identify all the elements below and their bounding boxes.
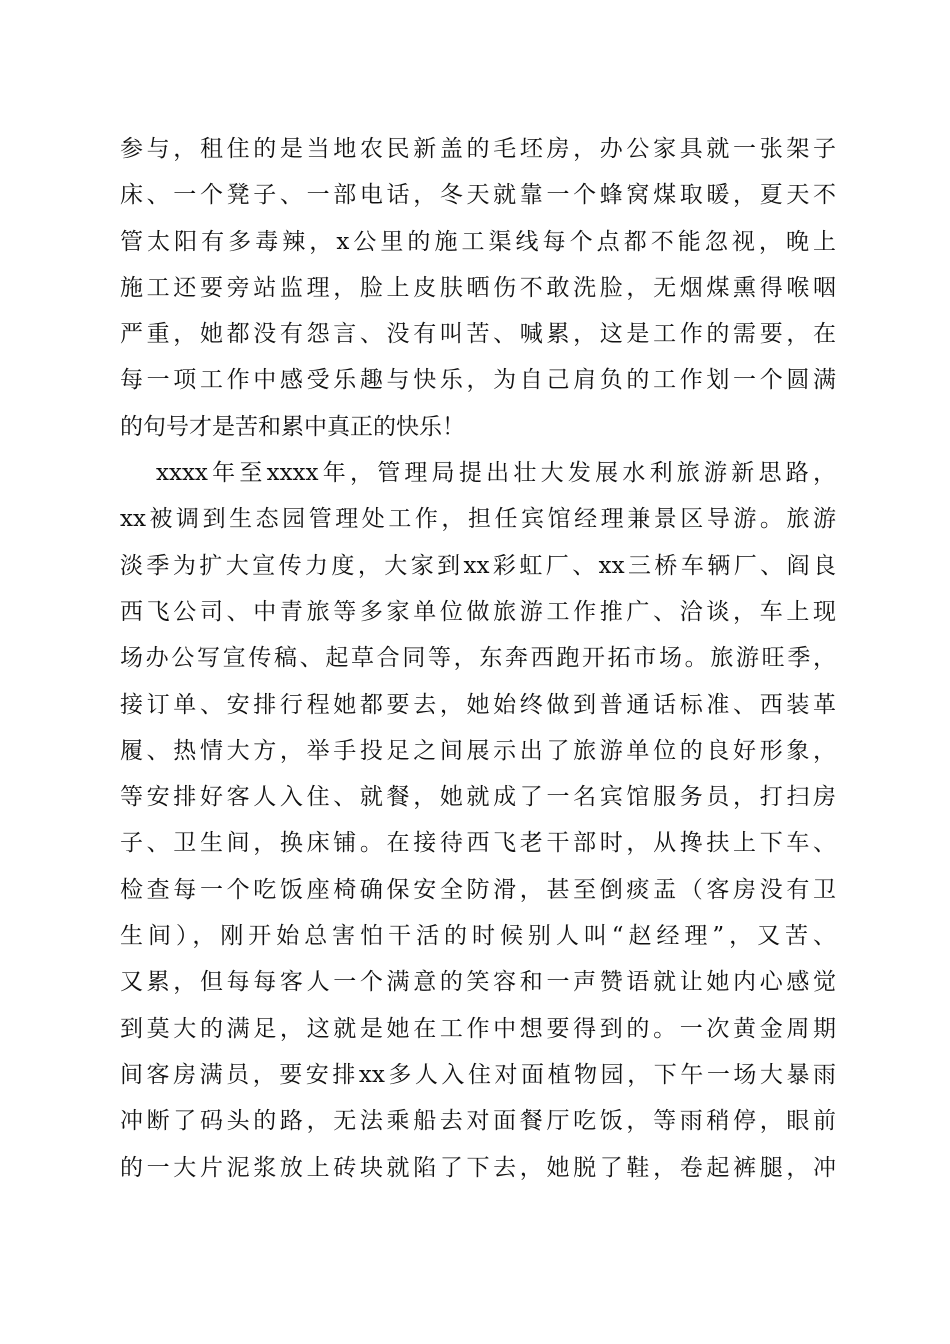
text-line: 履、热情大方，举手投足之间展示出了旅游单位的良好形象， [120,737,836,764]
text-line: 的一大片泥浆放上砖块就陷了下去，她脱了鞋，卷起裤腿，冲 [120,1154,836,1181]
text-line: 严重，她都没有怨言、没有叫苦、喊累，这是工作的需要，在 [120,321,836,348]
text-line: 场办公写宣传稿、起草合同等，东奔西跑开拓市场。旅游旺季， [120,645,836,672]
text-line: 等安排好客人入住、就餐，她就成了一名宾馆服务员，打扫房 [120,784,836,811]
text-line: 淡季为扩大宣传力度，大家到xx彩虹厂、xx三桥车辆厂、阎良 [120,552,836,579]
text-line: 床、一个凳子、一部电话，冬天就靠一个蜂窝煤取暖，夏天不 [120,182,836,209]
text-line: 冲断了码头的路，无法乘船去对面餐厅吃饭，等雨稍停，眼前 [120,1108,836,1135]
body-text [120,126,836,1191]
text-line: 接订单、安排行程她都要去，她始终做到普通话标准、西装革 [120,691,836,718]
paragraph-first-line: xxxx年至xxxx年，管理局提出壮大发展水利旅游新思路， [156,460,836,487]
text-line: 每一项工作中感受乐趣与快乐，为自己肩负的工作划一个圆满 [120,367,836,394]
text-line: 间客房满员，要安排xx多人入住对面植物园，下午一场大暴雨 [120,1061,836,1088]
text-line: 生间），刚开始总害怕干活的时候别人叫“赵经理”，又苦、 [120,923,836,950]
text-line: 施工还要旁站监理，脸上皮肤晒伤不敢洗脸，无烟煤熏得喉咽 [120,274,836,301]
text-line: 参与，租住的是当地农民新盖的毛坯房，办公家具就一张架子 [120,136,836,162]
text-line: xx被调到生态园管理处工作，担任宾馆经理兼景区导游。旅游 [120,506,836,533]
text-line: 子、卫生间，换床铺。在接待西飞老干部时，从搀扶上下车、 [120,830,836,857]
text-line: 管太阳有多毒辣，x公里的施工渠线每个点都不能忽视，晚上 [120,228,836,255]
text-line: 到莫大的满足，这就是她在工作中想要得到的。一次黄金周期 [120,1015,836,1042]
text-line: 西飞公司、中青旅等多家单位做旅游工作推广、洽谈，车上现 [120,598,836,625]
text-line: 又累，但每每客人一个满意的笑容和一声赞语就让她内心感觉 [120,969,836,996]
text-line: 的句号才是苦和累中真正的快乐！ [120,413,465,440]
text-line: 检查每一个吃饭座椅确保安全防滑，甚至倒痰盂（客房没有卫 [120,876,836,903]
